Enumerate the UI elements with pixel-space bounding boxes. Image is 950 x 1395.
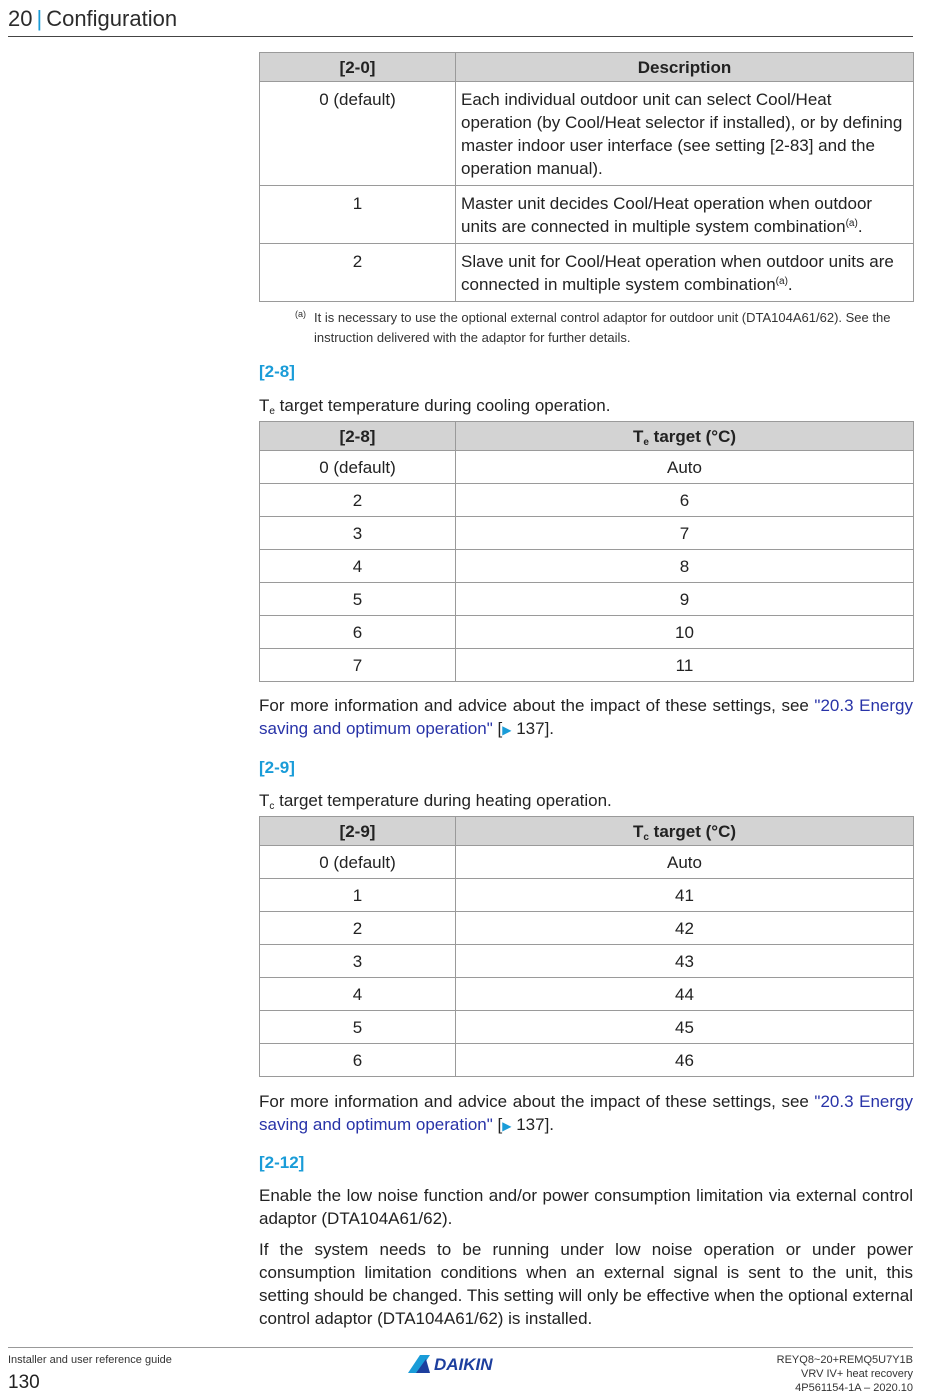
table-row — [260, 484, 914, 517]
table-row — [260, 517, 914, 550]
table-2-8 — [259, 421, 914, 682]
section-intro-2-9 — [259, 789, 913, 812]
column-header-target — [456, 422, 914, 451]
cross-reference-link[interactable]: "20.3 Energy saving and optimum operation" — [259, 1092, 913, 1134]
setting-value: 7 — [260, 649, 456, 682]
setting-description: Slave unit for Cool/Heat operation when outdoor units are connected in multiple system combination — [461, 252, 894, 294]
target-value: 6 — [456, 484, 914, 517]
setting-description: Master unit decides Cool/Heat operation when outdoor units are connected in multiple system combination — [461, 194, 873, 236]
target-value: 45 — [456, 1011, 914, 1044]
symbol-t: T — [632, 426, 644, 446]
page-arrow-icon: ▶ — [502, 723, 512, 737]
table-2-9-block — [259, 816, 913, 1077]
table-row — [260, 186, 914, 244]
column-header-setting: [2-8] — [260, 422, 456, 451]
setting-value: 1 — [260, 186, 456, 244]
page-number: 130 — [8, 1372, 40, 1393]
symbol-subscript: c — [643, 831, 649, 843]
footnote-mark: (a) — [295, 309, 306, 319]
setting-value: 4 — [260, 550, 456, 583]
table-2-0-block — [259, 52, 913, 348]
table-row — [260, 1044, 914, 1077]
logo-text: DAIKIN — [434, 1355, 493, 1374]
table-2-0 — [259, 52, 914, 302]
intro-text: target temperature during heating operation. — [274, 791, 612, 810]
target-value: 42 — [456, 912, 914, 945]
table-row — [260, 1011, 914, 1044]
footer-product: VRV IV+ heat recovery — [801, 1368, 913, 1380]
table-row — [260, 945, 914, 978]
description-end: . — [787, 275, 793, 294]
symbol-subscript: c — [269, 801, 275, 812]
more-info-text: For more information and advice about the impact of these settings, see — [259, 1092, 815, 1111]
setting-value: 0 (default) — [260, 451, 456, 484]
bracket: [ — [492, 1115, 503, 1134]
target-value: 43 — [456, 945, 914, 978]
footer-right-block — [777, 1353, 913, 1395]
setting-value: 0 (default) — [260, 846, 456, 879]
table-row — [260, 583, 914, 616]
target-value: 44 — [456, 978, 914, 1011]
table-row — [260, 846, 914, 879]
footer-doc-id: 4P561154-1A – 2020.10 — [795, 1382, 913, 1394]
footnote-ref: (a) — [845, 218, 858, 229]
target-value: 11 — [456, 649, 914, 682]
bracket: [ — [492, 719, 503, 738]
daikin-logo — [408, 1354, 512, 1374]
more-info-paragraph — [259, 1090, 913, 1138]
header-text: target (°C) — [648, 426, 737, 446]
target-value: 46 — [456, 1044, 914, 1077]
page-arrow-icon: ▶ — [502, 1119, 512, 1133]
table-row — [260, 978, 914, 1011]
section-intro-2-8 — [259, 394, 913, 417]
header-separator: | — [36, 6, 43, 31]
symbol-subscript: e — [643, 436, 649, 448]
column-header-setting: [2-0] — [260, 53, 456, 82]
target-value: 8 — [456, 550, 914, 583]
setting-value: 5 — [260, 1011, 456, 1044]
table-row — [260, 550, 914, 583]
header-rule — [8, 36, 913, 37]
page-header — [8, 6, 177, 32]
column-header-description: Description — [456, 53, 914, 82]
setting-description: Each individual outdoor unit can select Cool/Heat operation (by Cool/Heat selector if installed), or by defining master indoor user interface (see setting [2-83] and the operation manual). — [456, 82, 914, 186]
table-row — [260, 912, 914, 945]
table-footnote — [295, 308, 913, 348]
cross-reference-link[interactable]: "20.3 Energy saving and optimum operation" — [259, 696, 913, 738]
table-row — [260, 451, 914, 484]
section-heading-2-12: [2-12] — [259, 1153, 305, 1172]
setting-value: 1 — [260, 879, 456, 912]
chapter-title: Configuration — [46, 6, 178, 31]
intro-text: target temperature during cooling operation. — [274, 396, 611, 415]
setting-value: 5 — [260, 583, 456, 616]
footer-guide-title: Installer and user reference guide — [8, 1354, 172, 1366]
description-end: . — [857, 217, 863, 236]
symbol-t: T — [259, 396, 270, 415]
chapter-number: 20 — [8, 6, 33, 31]
setting-value: 6 — [260, 1044, 456, 1077]
target-value: 41 — [456, 879, 914, 912]
table-2-9 — [259, 816, 914, 1077]
target-value: 7 — [456, 517, 914, 550]
symbol-t: T — [632, 821, 644, 841]
setting-description-cell — [456, 244, 914, 302]
table-row — [260, 82, 914, 186]
table-2-8-block — [259, 421, 913, 682]
target-value: 9 — [456, 583, 914, 616]
more-info-paragraph — [259, 694, 913, 742]
page-reference: 137]. — [511, 719, 555, 738]
table-row — [260, 616, 914, 649]
target-value: Auto — [456, 451, 914, 484]
footer-rule — [8, 1347, 913, 1348]
table-header-row — [260, 817, 914, 846]
setting-value: 6 — [260, 616, 456, 649]
symbol-subscript: e — [269, 406, 275, 417]
setting-value: 2 — [260, 244, 456, 302]
symbol-t: T — [259, 791, 270, 810]
setting-value: 2 — [260, 484, 456, 517]
section-heading-2-9: [2-9] — [259, 758, 295, 777]
footnote-ref: (a) — [775, 276, 788, 287]
table-header-row — [260, 422, 914, 451]
footnote-text: It is necessary to use the optional external control adaptor for outdoor unit (DTA104A61/62). See the instruction delivered with the adaptor for further details. — [314, 310, 891, 345]
table-row — [260, 244, 914, 302]
setting-value: 2 — [260, 912, 456, 945]
section-paragraph-2: If the system needs to be running under low noise operation or under power consumption limitation conditions when an external signal is sent to the unit, this setting should be changed. This setting will only be effective when the optional external control adaptor (DTA104A61/62) is installed. — [259, 1240, 913, 1328]
table-row — [260, 879, 914, 912]
setting-description-cell — [456, 186, 914, 244]
target-value: 10 — [456, 616, 914, 649]
target-value: Auto — [456, 846, 914, 879]
section-paragraph-1: Enable the low noise function and/or power consumption limitation via external control adaptor (DTA104A61/62). — [259, 1186, 913, 1228]
setting-value: 3 — [260, 517, 456, 550]
setting-value: 0 (default) — [260, 82, 456, 186]
more-info-text: For more information and advice about the impact of these settings, see — [259, 696, 815, 715]
column-header-target — [456, 817, 914, 846]
table-header-row — [260, 53, 914, 82]
footer-model: REYQ8~20+REMQ5U7Y1B — [776, 1354, 913, 1366]
column-header-setting: [2-9] — [260, 817, 456, 846]
page-reference: 137]. — [511, 1115, 555, 1134]
section-heading-2-8: [2-8] — [259, 362, 295, 381]
setting-value: 4 — [260, 978, 456, 1011]
setting-value: 3 — [260, 945, 456, 978]
header-text: target (°C) — [648, 821, 737, 841]
table-row — [260, 649, 914, 682]
